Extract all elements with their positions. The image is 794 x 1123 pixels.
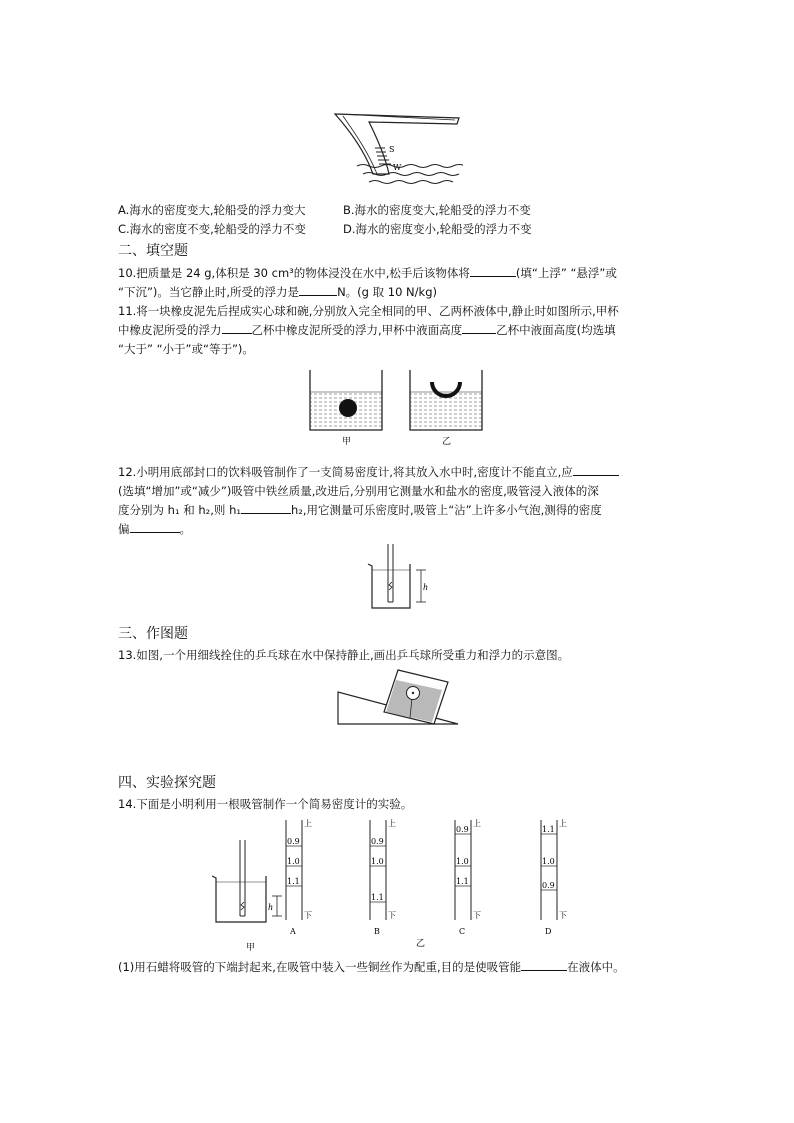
tube-c-mark-1: 0.9 [456, 825, 469, 834]
q9-option-b: B.海水的密度变大,轮船受的浮力不变 [343, 203, 531, 217]
q12-text-3a: 度分别为 h₁ 和 h₂,则 h₁ [118, 503, 241, 517]
tube-b [370, 818, 396, 936]
q12-blank-1[interactable] [573, 463, 619, 476]
w-label: W [393, 163, 402, 172]
tube-c [455, 818, 481, 936]
tube-d-mark-3: 0.9 [542, 881, 555, 890]
q9-option-c: C.海水的密度不变,轮船受的浮力不变 [118, 222, 306, 236]
q14-blank-1[interactable] [521, 958, 567, 971]
q12-line-3 [118, 501, 602, 519]
q10-text-4: N。(g 取 10 N/kg) [337, 285, 437, 299]
q10-line-1 [118, 264, 617, 282]
experiment-figure [210, 812, 580, 958]
h-label-2: h [268, 903, 274, 912]
tube-d-top: 上 [559, 819, 567, 828]
q12-text-4: 偏 [118, 522, 130, 536]
tube-d-bottom: 下 [559, 911, 567, 920]
q12-line-1 [118, 463, 619, 481]
q10-blank-2[interactable] [299, 283, 337, 296]
caption-jia-2: 甲 [246, 943, 256, 953]
q11-line-1: 11.将一块橡皮泥先后捏成实心球和碗,分别放入完全相同的甲、乙两杯液体中,静止时如图所示,甲杯 [118, 304, 619, 318]
q11-blank-1[interactable] [222, 321, 252, 334]
incline-figure [336, 668, 462, 728]
beaker-jia-2 [212, 840, 282, 922]
section-3-title: 三、作图题 [118, 626, 188, 642]
q12-text-1: 12.小明用底部封口的饮料吸管制作了一支简易密度计,将其放入水中时,密度计不能直立,应 [118, 465, 573, 479]
tube-c-label: C [459, 927, 466, 936]
q13-text: 13.如图,一个用细线拴住的乒乓球在水中保持静止,画出乒乓球所受重力和浮力的示意图。 [118, 648, 570, 662]
tube-a-bottom: 下 [304, 911, 312, 920]
tube-d [541, 818, 567, 936]
caption-jia: 甲 [342, 437, 352, 447]
section-4-title: 四、实验探究题 [118, 775, 216, 791]
straw [388, 544, 393, 602]
tube-c-bottom: 下 [473, 911, 481, 920]
q12-blank-3[interactable] [130, 520, 180, 533]
s-label: S [389, 145, 395, 154]
q14-sub-1-text-a: (1)用石蜡将吸管的下端封起来,在吸管中装入一些铜丝作为配重,目的是使吸管能 [118, 960, 522, 974]
q11-blank-2[interactable] [462, 321, 496, 334]
tube-d-label: D [545, 927, 552, 936]
beaker-yi [410, 370, 482, 430]
q12-text-3b: h₂,用它测量可乐密度时,吸管上“沾”上许多小气泡,测得的密度 [290, 503, 602, 517]
beaker [368, 564, 410, 608]
beaker-jia [310, 370, 382, 430]
q9-option-d: D.海水的密度变小,轮船受的浮力不变 [343, 222, 532, 236]
tube-b-mark-1: 0.9 [371, 837, 384, 846]
q12-line-4 [118, 520, 191, 538]
q11-text-2c: 乙杯中液面高度(均选填 [496, 323, 616, 337]
tube-d-mark-1: 1.1 [542, 825, 555, 834]
tube-a [286, 818, 312, 936]
q10-text-3: “下沉”)。当它静止时,所受的浮力是 [118, 285, 300, 299]
q14-sub-1-text-b: 在液体中。 [567, 960, 625, 974]
tube-b-label: B [374, 927, 380, 936]
q12-text-4-end: 。 [179, 522, 191, 536]
q10-text-1: 10.把质量是 24 g,体积是 30 cm³的物体浸没在水中,松手后该物体将 [118, 266, 470, 280]
tube-a-top: 上 [304, 819, 312, 828]
beakers-figure [304, 368, 490, 448]
q11-text-2b: 乙杯中橡皮泥所受的浮力,甲杯中液面高度 [251, 323, 463, 337]
q10-line-2 [118, 283, 437, 301]
q14-sub-1 [118, 958, 625, 976]
caption-yi: 乙 [442, 437, 452, 447]
density-meter-figure [362, 542, 434, 614]
caption-yi-2: 乙 [416, 939, 426, 949]
q11-line-3: “大于” “小于”或“等于”)。 [118, 342, 254, 356]
tube-b-bottom: 下 [388, 911, 396, 920]
tube-a-mark-1: 0.9 [287, 837, 300, 846]
clay-ball [339, 399, 357, 417]
tube-b-mark-3: 1.1 [371, 893, 384, 902]
q14-text: 14.下面是小明利用一根吸管制作一个简易密度计的实验。 [118, 797, 413, 811]
q9-option-a: A.海水的密度变大,轮船受的浮力变大 [118, 203, 306, 217]
q10-text-2: (填“上浮” “悬浮”或 [515, 266, 617, 280]
q12-line-2: (选填“增加”或“减少”)吸管中铁丝质量,改进后,分别用它测量水和盐水的密度,吸管浸入液体的深 [118, 484, 599, 498]
tube-b-top: 上 [388, 819, 396, 828]
h-label: h [423, 583, 429, 592]
q11-line-2 [118, 321, 616, 339]
q11-text-2a: 中橡皮泥所受的浮力 [118, 323, 222, 337]
q12-blank-2[interactable] [241, 501, 291, 514]
ship-figure [333, 108, 463, 190]
tube-c-top: 上 [473, 819, 481, 828]
q10-blank-1[interactable] [470, 264, 516, 277]
tube-c-mark-2: 1.0 [456, 857, 469, 866]
tube-c-mark-3: 1.1 [456, 877, 469, 886]
tube-a-mark-3: 1.1 [287, 877, 300, 886]
tube-d-mark-2: 1.0 [542, 857, 555, 866]
tube-a-mark-2: 1.0 [287, 857, 300, 866]
tube-a-label: A [290, 927, 296, 936]
tube-b-mark-2: 1.0 [371, 857, 384, 866]
section-2-title: 二、填空题 [118, 243, 188, 259]
